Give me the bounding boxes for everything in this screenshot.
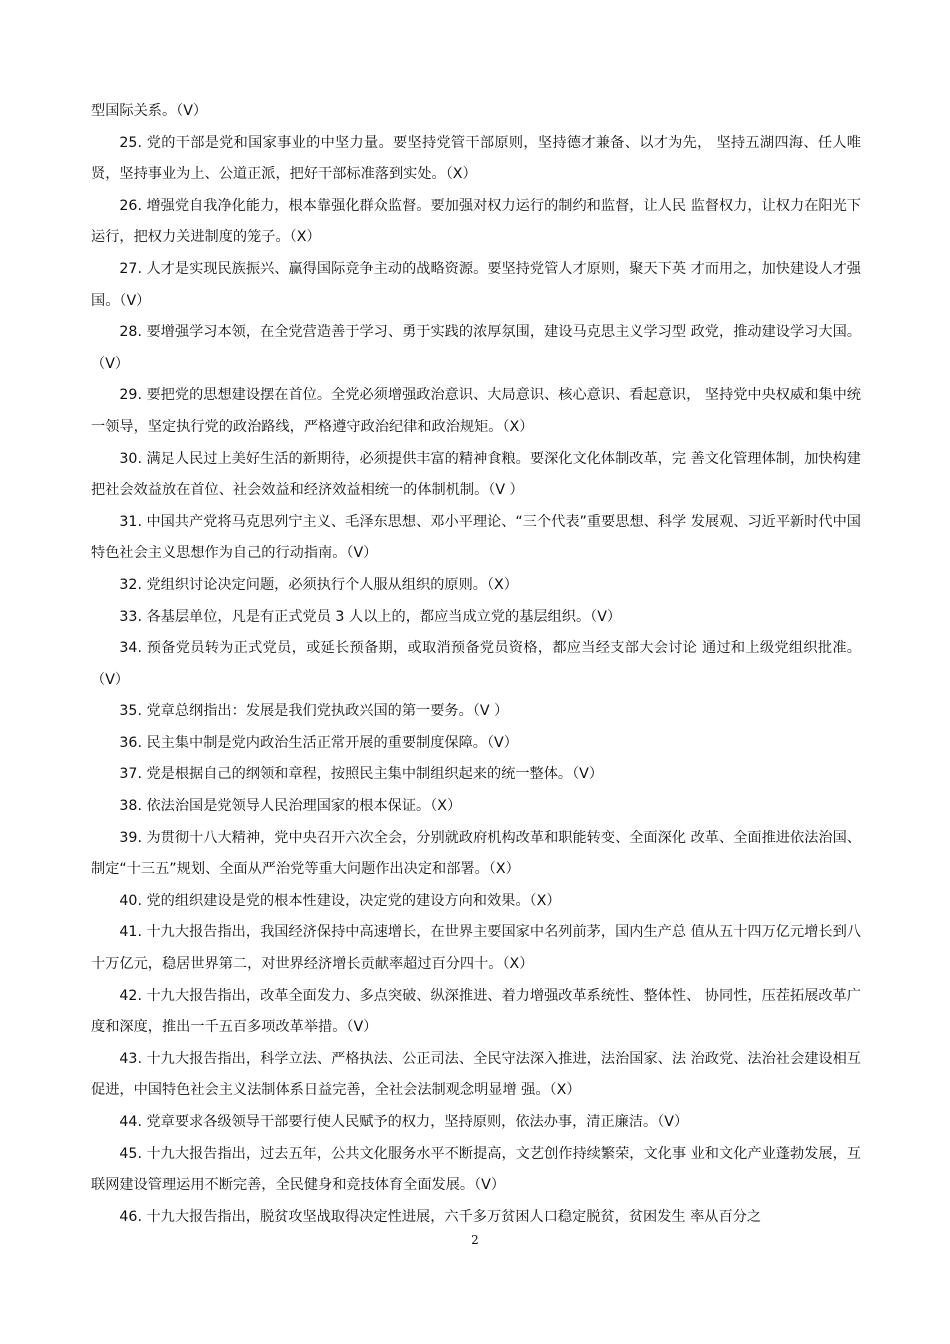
question-paragraph: 32. 党组织讨论决定问题，必须执行个人服从组织的原则。（X）	[119, 576, 518, 593]
question-paragraph: 35. 党章总纲指出：发展是我们党执政兴国的第一要务。（V ）	[119, 703, 509, 720]
question-paragraph: 42. 十九大报告指出，改革全面发力、多点突破、纵深推进、着力增强改革系统性、整体性、 协同性，压茬拓展改革广度和深度，推出一千五百多项改革举措。（V）	[91, 987, 861, 1036]
document-body	[91, 96, 861, 1233]
question-paragraph: 型国际关系。（V）	[91, 103, 208, 119]
question-paragraph: 43. 十九大报告指出，科学立法、严格执法、公正司法、全民守法深入推进，法治国家、法 治政党、法治社会建设相互促进，中国特色社会主义法制体系日益完善，全社会法制观念明显增 强。（X）	[91, 1050, 861, 1099]
question-paragraph: 34. 预备党员转为正式党员，或延长预备期，或取消预备党员资格，都应当经支部大会讨论 通过和上级党组织批准。（V）	[91, 640, 861, 688]
question-paragraph: 36. 民主集中制是党内政治生活正常开展的重要制度保障。（V）	[119, 734, 518, 751]
question-paragraph: 27. 人才是实现民族振兴、赢得国际竞争主动的战略资源。要坚持党管人才原则，聚天下英 才而用之，加快建设人才强国。（V）	[91, 260, 861, 309]
question-paragraph: 41. 十九大报告指出，我国经济保持中高速增长，在世界主要国家中名列前茅，国内生产总 值从五十四万亿元增长到八十万亿元，稳居世界第二，对世界经济增长贡献率超过百分四十。（X）	[91, 924, 861, 973]
question-paragraph: 26. 增强党自我净化能力，根本靠强化群众监督。要加强对权力运行的制约和监督，让人民 监督权力，让权力在阳光下运行，把权力关进制度的笼子。（X）	[91, 197, 861, 246]
question-paragraph: 28. 要增强学习本领，在全党营造善于学习、勇于实践的浓厚氛围，建设马克思主义学习型 政党，推动建设学习大国。（V）	[91, 324, 861, 372]
question-paragraph: 44. 党章要求各级领导干部要行使人民赋予的权力，坚持原则，依法办事，清正廉洁。（V）	[119, 1114, 689, 1130]
page-number: 2	[471, 1233, 479, 1247]
question-paragraph: 30. 满足人民过上美好生活的新期待，必须提供丰富的精神食粮。要深化文化体制改革，完 善文化管理体制，加快构建把社会效益放在首位、社会效益和经济效益相统一的体制机制。（V ）	[91, 450, 861, 499]
question-paragraph: 37. 党是根据自己的纲领和章程，按照民主集中制组织起来的统一整体。（V）	[119, 766, 604, 783]
question-paragraph: 25. 党的干部是党和国家事业的中坚力量。要坚持党管干部原则，坚持德才兼备、以才为先， 坚持五湖四海、任人唯贤，坚持事业为上、公道正派，把好干部标准落到实处。（X）	[91, 134, 861, 183]
question-paragraph: 31. 中国共产党将马克思列宁主义、毛泽东思想、邓小平理论、“三个代表”重要思想、科学 发展观、习近平新时代中国特色社会主义思想作为自己的行动指南。（V）	[91, 513, 861, 562]
question-paragraph: 46. 十九大报告指出，脱贫攻坚战取得决定性进展，六千多万贫困人口稳定脱贫，贫困发生 率从百分之	[119, 1208, 762, 1225]
question-paragraph: 29. 要把党的思想建设摆在首位。全党必须增强政治意识、大局意识、核心意识、看起意识， 坚持党中央权威和集中统一领导，坚定执行党的政治路线，严格遵守政治纪律和政治规矩。（X）	[91, 387, 861, 435]
question-paragraph: 39. 为贯彻十八大精神，党中央召开六次全会，分别就政府机构改革和职能转变、全面深化 改革、全面推进依法治国、制定“十三五”规划、全面从严治党等重大问题作出决定和部署。（X）	[91, 829, 861, 878]
question-paragraph: 40. 党的组织建设是党的根本性建设，决定党的建设方向和效果。（X）	[119, 892, 561, 909]
question-paragraph: 45. 十九大报告指出，过去五年，公共文化服务水平不断提高，文艺创作持续繁荣，文化事 业和文化产业蓬勃发展，互联网建设管理运用不断完善，全民健身和竞技体育全面发展。（V）	[91, 1145, 861, 1194]
question-paragraph: 33. 各基层单位，凡是有正式党员 3 人以上的，都应当成立党的基层组织。（V）	[119, 608, 622, 625]
question-paragraph: 38. 依法治国是党领导人民治理国家的根本保证。（X）	[119, 798, 462, 815]
